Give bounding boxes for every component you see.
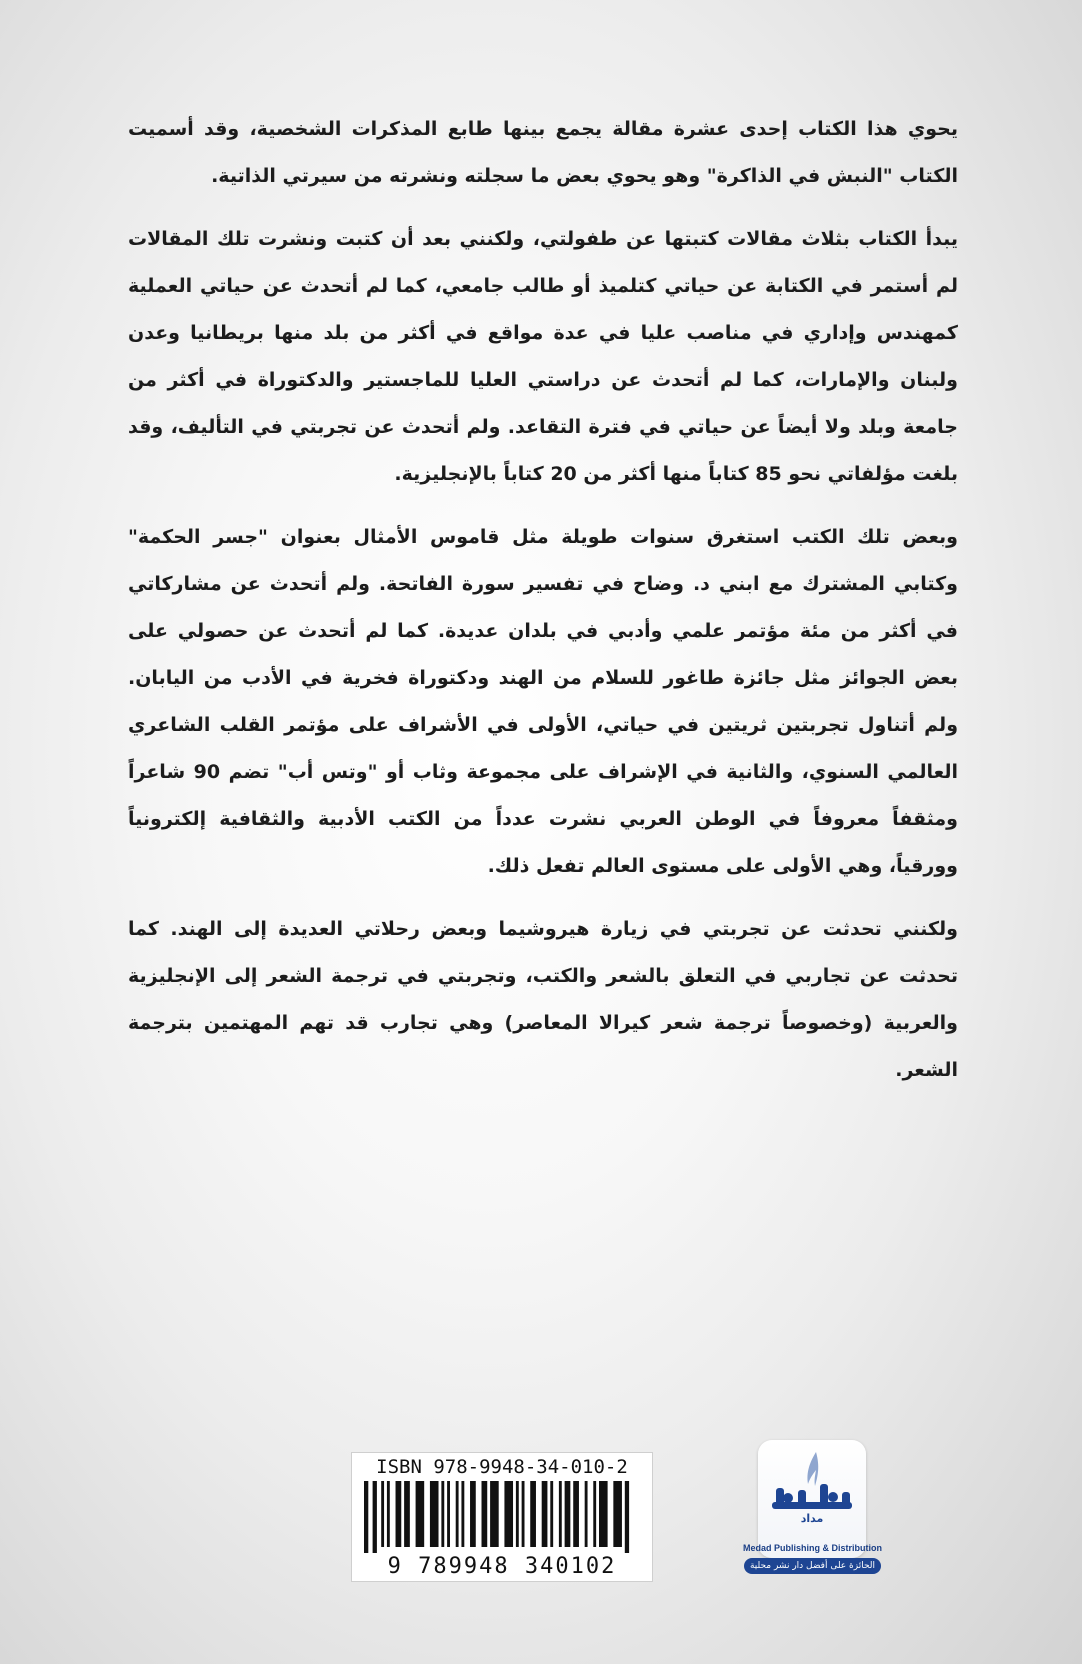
publisher-logo (740, 1440, 885, 1590)
barcode-bar (396, 1481, 402, 1547)
barcode-bar (625, 1481, 629, 1553)
blurb-text (128, 106, 958, 1110)
logo-wordmark: مداد (800, 1512, 824, 1525)
barcode-bar (565, 1481, 571, 1547)
barcode-bar (585, 1481, 588, 1547)
barcode-bar (522, 1481, 525, 1547)
blurb-paragraph-2: يبدأ الكتاب بثلاث مقالات كتبتها عن طفولتي، ولكنني بعد أن كتبت ونشرت تلك المقالات لم أستمر في الكتابة عن حياتي كتلميذ أو طالب جامعي، كما لم أتحدث عن حياتي العملية كمهندس وإداري في مناصب عليا في عدة مواقع في أكثر من بلد منها بريطانيا وعدن ولبنان والإمارات، كما لم أتحدث عن دراستي العليا للماجستير والدكتوراة في أكثر من جامعة وبلد ولا أيضاً عن حياتي في فترة التقاعد. ولم أتحدث عن تجربتي في التأليف، وقد بلغت مؤلفاتي نحو 85 كتاباً منها أكثر من 20 كتاباً بالإنجليزية. (128, 228, 958, 485)
barcode-bar (404, 1481, 410, 1547)
isbn-label: ISBN 978-9948-34-010-2 (376, 1456, 628, 1478)
barcode-bar (456, 1481, 459, 1547)
barcode-bar (530, 1481, 536, 1547)
isbn-barcode (351, 1452, 653, 1582)
barcode-bar (490, 1481, 499, 1547)
blurb-paragraph-3: وبعض تلك الكتب استغرق سنوات طويلة مثل قاموس الأمثال بعنوان "جسر الحكمة" وكتابي المشترك مع ابني د. وضاح في تفسير سورة الفاتحة. ولم أتحدث عن مشاركاتي في أكثر من مئة مؤتمر علمي وأدبي في بلدان عديدة. كما لم أتحدث عن حصولي على بعض الجوائز مثل جائزة طاغور للسلام من الهند ودكتوراة فخرية في الأدب من اليابان. ولم أتناول تجربتين ثريتين في حياتي، الأولى في الأشراف على مؤتمر القلب الشاعري العالمي السنوي، والثانية في الإشراف على مجموعة وثاب أو "وتس أب" تضم 90 شاعراً ومثقفاً معروفاً في الوطن العربي نشرت عدداً من الكتب الأدبية والثقافية إلكترونياً وورقياً، وهي الأولى على مستوى العالم تفعل ذلك. (128, 526, 958, 877)
blurb-paragraph-4: ولكنني تحدثت عن تجربتي في زيارة هيروشيما وبعض رحلاتي العديدة إلى الهند. كما تحدثت عن تجاربي في التعلق بالشعر والكتب، وتجربتي في ترجمة الشعر إلى الإنجليزية والعربية (وخصوصاً ترجمة شعر كيرالا المعاصر) وهي تجارب قد تهم المهتمين بترجمة الشعر. (128, 918, 958, 1081)
barcode-bar (373, 1481, 377, 1553)
barcode-bar (482, 1481, 488, 1547)
barcode-bar (381, 1481, 384, 1547)
barcode-bar (364, 1481, 368, 1553)
ean-digits: 9 789948 340102 (387, 1554, 617, 1579)
barcode-bar (573, 1481, 579, 1547)
barcode-bars (364, 1481, 642, 1553)
barcode-bar (430, 1481, 439, 1547)
barcode-bar (461, 1481, 464, 1547)
publisher-logo-tile (758, 1440, 866, 1558)
barcode-bar (593, 1481, 596, 1547)
publisher-caption: Medad Publishing & Distribution (743, 1543, 882, 1553)
barcode-bar (550, 1481, 553, 1547)
barcode-bar (470, 1481, 476, 1547)
blurb-paragraph-1: يحوي هذا الكتاب إحدى عشرة مقالة يجمع بينها طابع المذكرات الشخصية، وقد أسميت الكتاب "النبش في الذاكرة" وهو يحوي بعض ما سجلته ونشرته من سيرتي الذاتية. (128, 118, 958, 187)
quill-icon (758, 1440, 866, 1540)
publisher-award-badge: الحائزة على أفضل دار نشر محلية (744, 1558, 881, 1574)
barcode-bar (447, 1481, 450, 1547)
barcode-bar (504, 1481, 513, 1547)
barcode-bar (441, 1481, 444, 1547)
barcode-bar (613, 1481, 622, 1547)
barcode-bar (599, 1481, 608, 1547)
barcode-bar (542, 1481, 548, 1547)
barcode-bar (559, 1481, 562, 1547)
barcode-bar (516, 1481, 519, 1547)
barcode-bar (416, 1481, 425, 1547)
barcode-bar (387, 1481, 390, 1547)
